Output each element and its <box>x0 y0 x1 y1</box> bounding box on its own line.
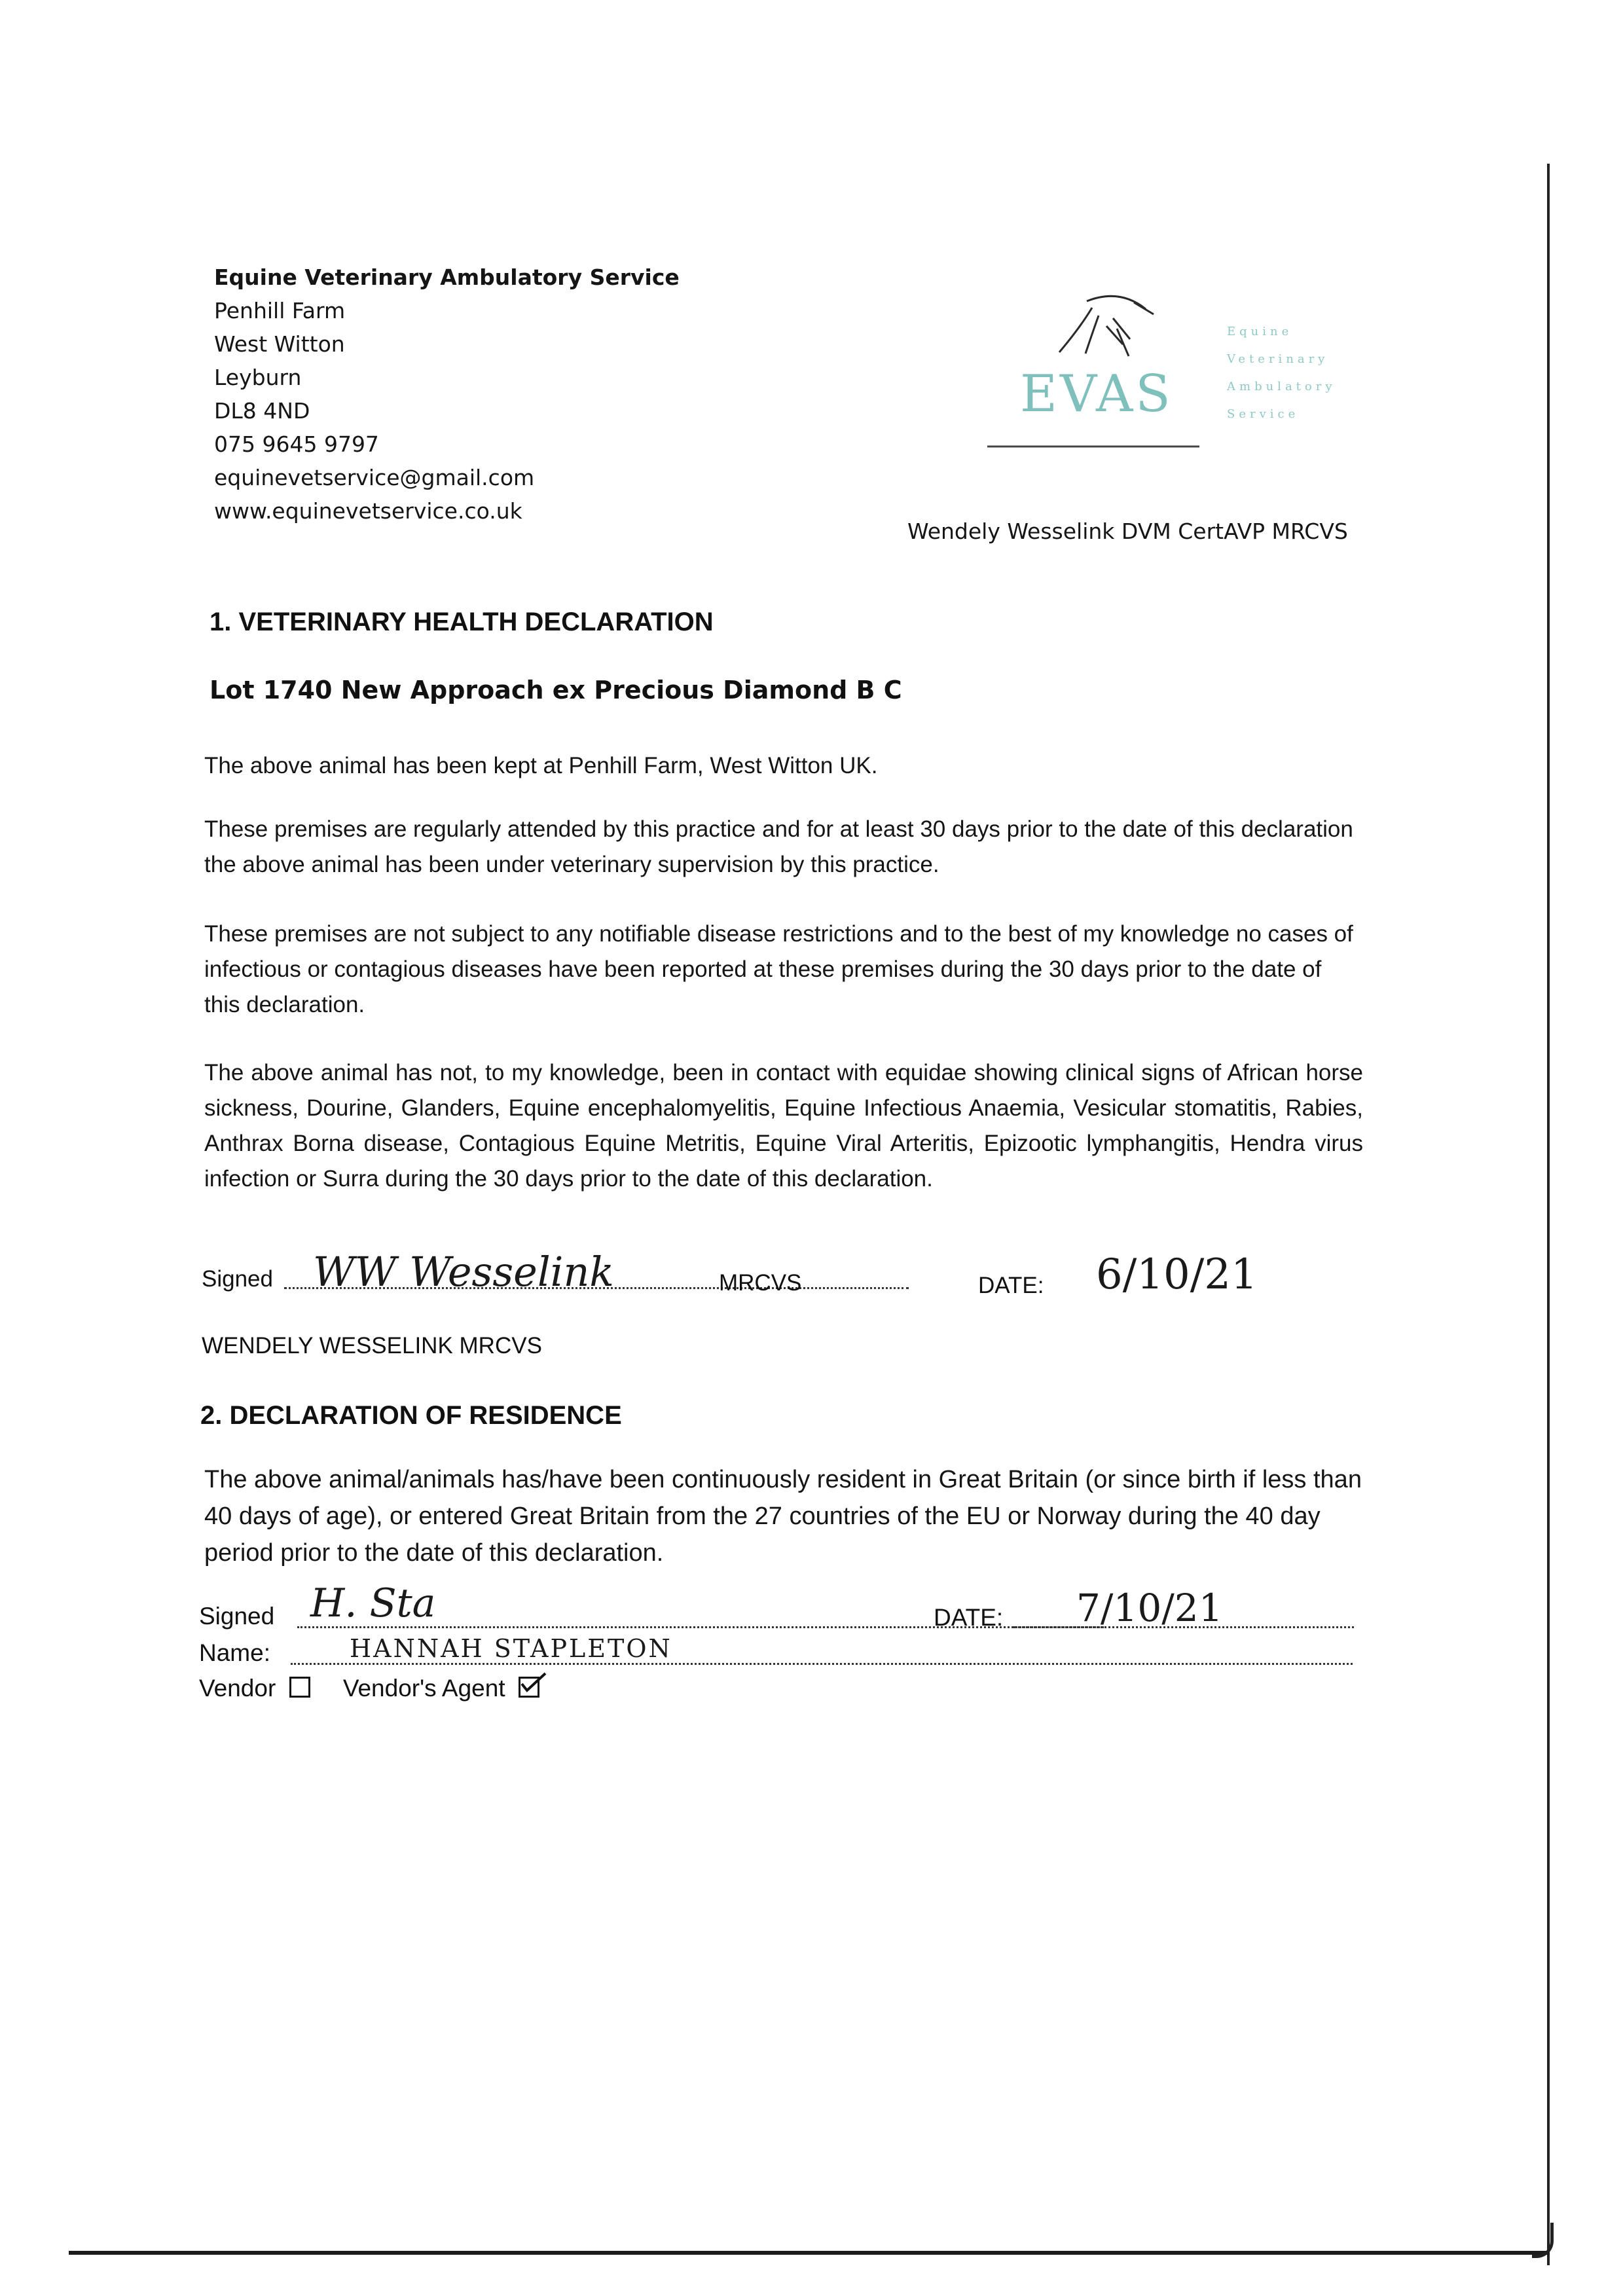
para-no-restrictions: These premises are not subject to any notifiable disease restrictions and to the best of my knowledge no cases of infectious or contagious diseases have been reported at these premises during the 30 days prior to the date of this declaration. <box>204 921 1353 1017</box>
agent-date: 7/10/21 <box>1076 1586 1223 1630</box>
address-line-village: West Witton <box>214 331 345 357</box>
section1-heading: 1. VETERINARY HEALTH DECLARATION <box>210 608 714 636</box>
vendor-role-row <box>199 1675 539 1702</box>
name-label: Name: <box>199 1639 270 1666</box>
website-address: www.equinevetservice.co.uk <box>214 498 522 524</box>
vet-printed-name: WENDELY WESSELINK MRCVS <box>202 1333 542 1358</box>
logo-tagline-2: Veterinary <box>1227 352 1329 366</box>
agent-checkbox[interactable] <box>519 1677 539 1698</box>
date-label: DATE: <box>978 1273 1044 1298</box>
vet-signature-row <box>202 1248 1367 1307</box>
agent-name: HANNAH STAPLETON <box>350 1634 672 1663</box>
sender-address-block <box>214 261 680 528</box>
logo-wordmark: EVAS <box>1020 365 1173 424</box>
vet-signature: WW Wesselink <box>313 1248 615 1296</box>
address-line-farm: Penhill Farm <box>214 298 346 323</box>
logo-tagline-3: Ambulatory <box>1227 380 1336 393</box>
page-border-corner <box>1532 2223 1554 2258</box>
residence-name-row <box>199 1634 1358 1676</box>
para-kept-at: The above animal has been kept at Penhill Farm, West Witton UK. <box>204 753 878 778</box>
date-label-2: DATE: <box>934 1604 1004 1631</box>
signed-label: Signed <box>202 1266 273 1292</box>
vet-name: Wendely Wesselink DVM CertAVP MRCVS <box>907 519 1348 544</box>
page-border-bottom <box>69 2251 1550 2255</box>
residence-signature-row <box>199 1580 1358 1639</box>
vendor-label: Vendor <box>199 1675 276 1702</box>
para-no-contact: The above animal has not, to my knowledge, been in contact with equidae showing clinical signs of African horse sickness, Dourine, Glanders, Equine encephalomyelitis, Equine Infectious Anaemia, Vesicular stomatitis, Rabies, Anthrax Borna disease, Contagious Equine Metritis, Equine Viral Arteritis, Epizootic lymphangitis, Hendra virus infection or Surra during the 30 days prior to the date of this declaration. <box>204 1060 1363 1192</box>
signed-label-2: Signed <box>199 1603 275 1630</box>
para-residence: The above animal/animals has/have been continuously resident in Great Britain (or since birth if less than 40 days of age), or entered Great Britain from the 27 countries of the EU or Norway during the 40 day period prior to the date of this declaration. <box>204 1466 1362 1567</box>
section2-heading: 2. DECLARATION OF RESIDENCE <box>200 1401 622 1430</box>
agent-signature: H. Sta <box>310 1580 436 1626</box>
logo-tagline-4: Service <box>1227 407 1300 421</box>
page-border-right <box>1547 164 1550 2265</box>
address-line-postcode: DL8 4ND <box>214 398 310 424</box>
lot-title: Lot 1740 New Approach ex Precious Diamond B C <box>210 676 902 704</box>
evas-logo <box>982 275 1401 458</box>
signed-suffix: MRCVS <box>719 1270 802 1296</box>
logo-tagline-1: Equine <box>1227 325 1293 338</box>
email-address: equinevetservice@gmail.com <box>214 465 535 490</box>
address-line-town: Leyburn <box>214 365 302 390</box>
organisation-name: Equine Veterinary Ambulatory Service <box>214 264 680 290</box>
phone-number: 075 9645 9797 <box>214 431 379 457</box>
vendor-checkbox[interactable] <box>289 1677 310 1698</box>
horse-head-icon <box>982 275 1401 458</box>
vet-date: 6/10/21 <box>1096 1250 1258 1299</box>
checkmark-icon <box>519 1671 547 1694</box>
name-line <box>291 1663 1353 1665</box>
agent-label: Vendor's Agent <box>342 1675 505 1702</box>
para-supervision: These premises are regularly attended by this practice and for at least 30 days prior to the date of this declaration the above animal has been under veterinary supervision by this practice. <box>204 816 1353 877</box>
